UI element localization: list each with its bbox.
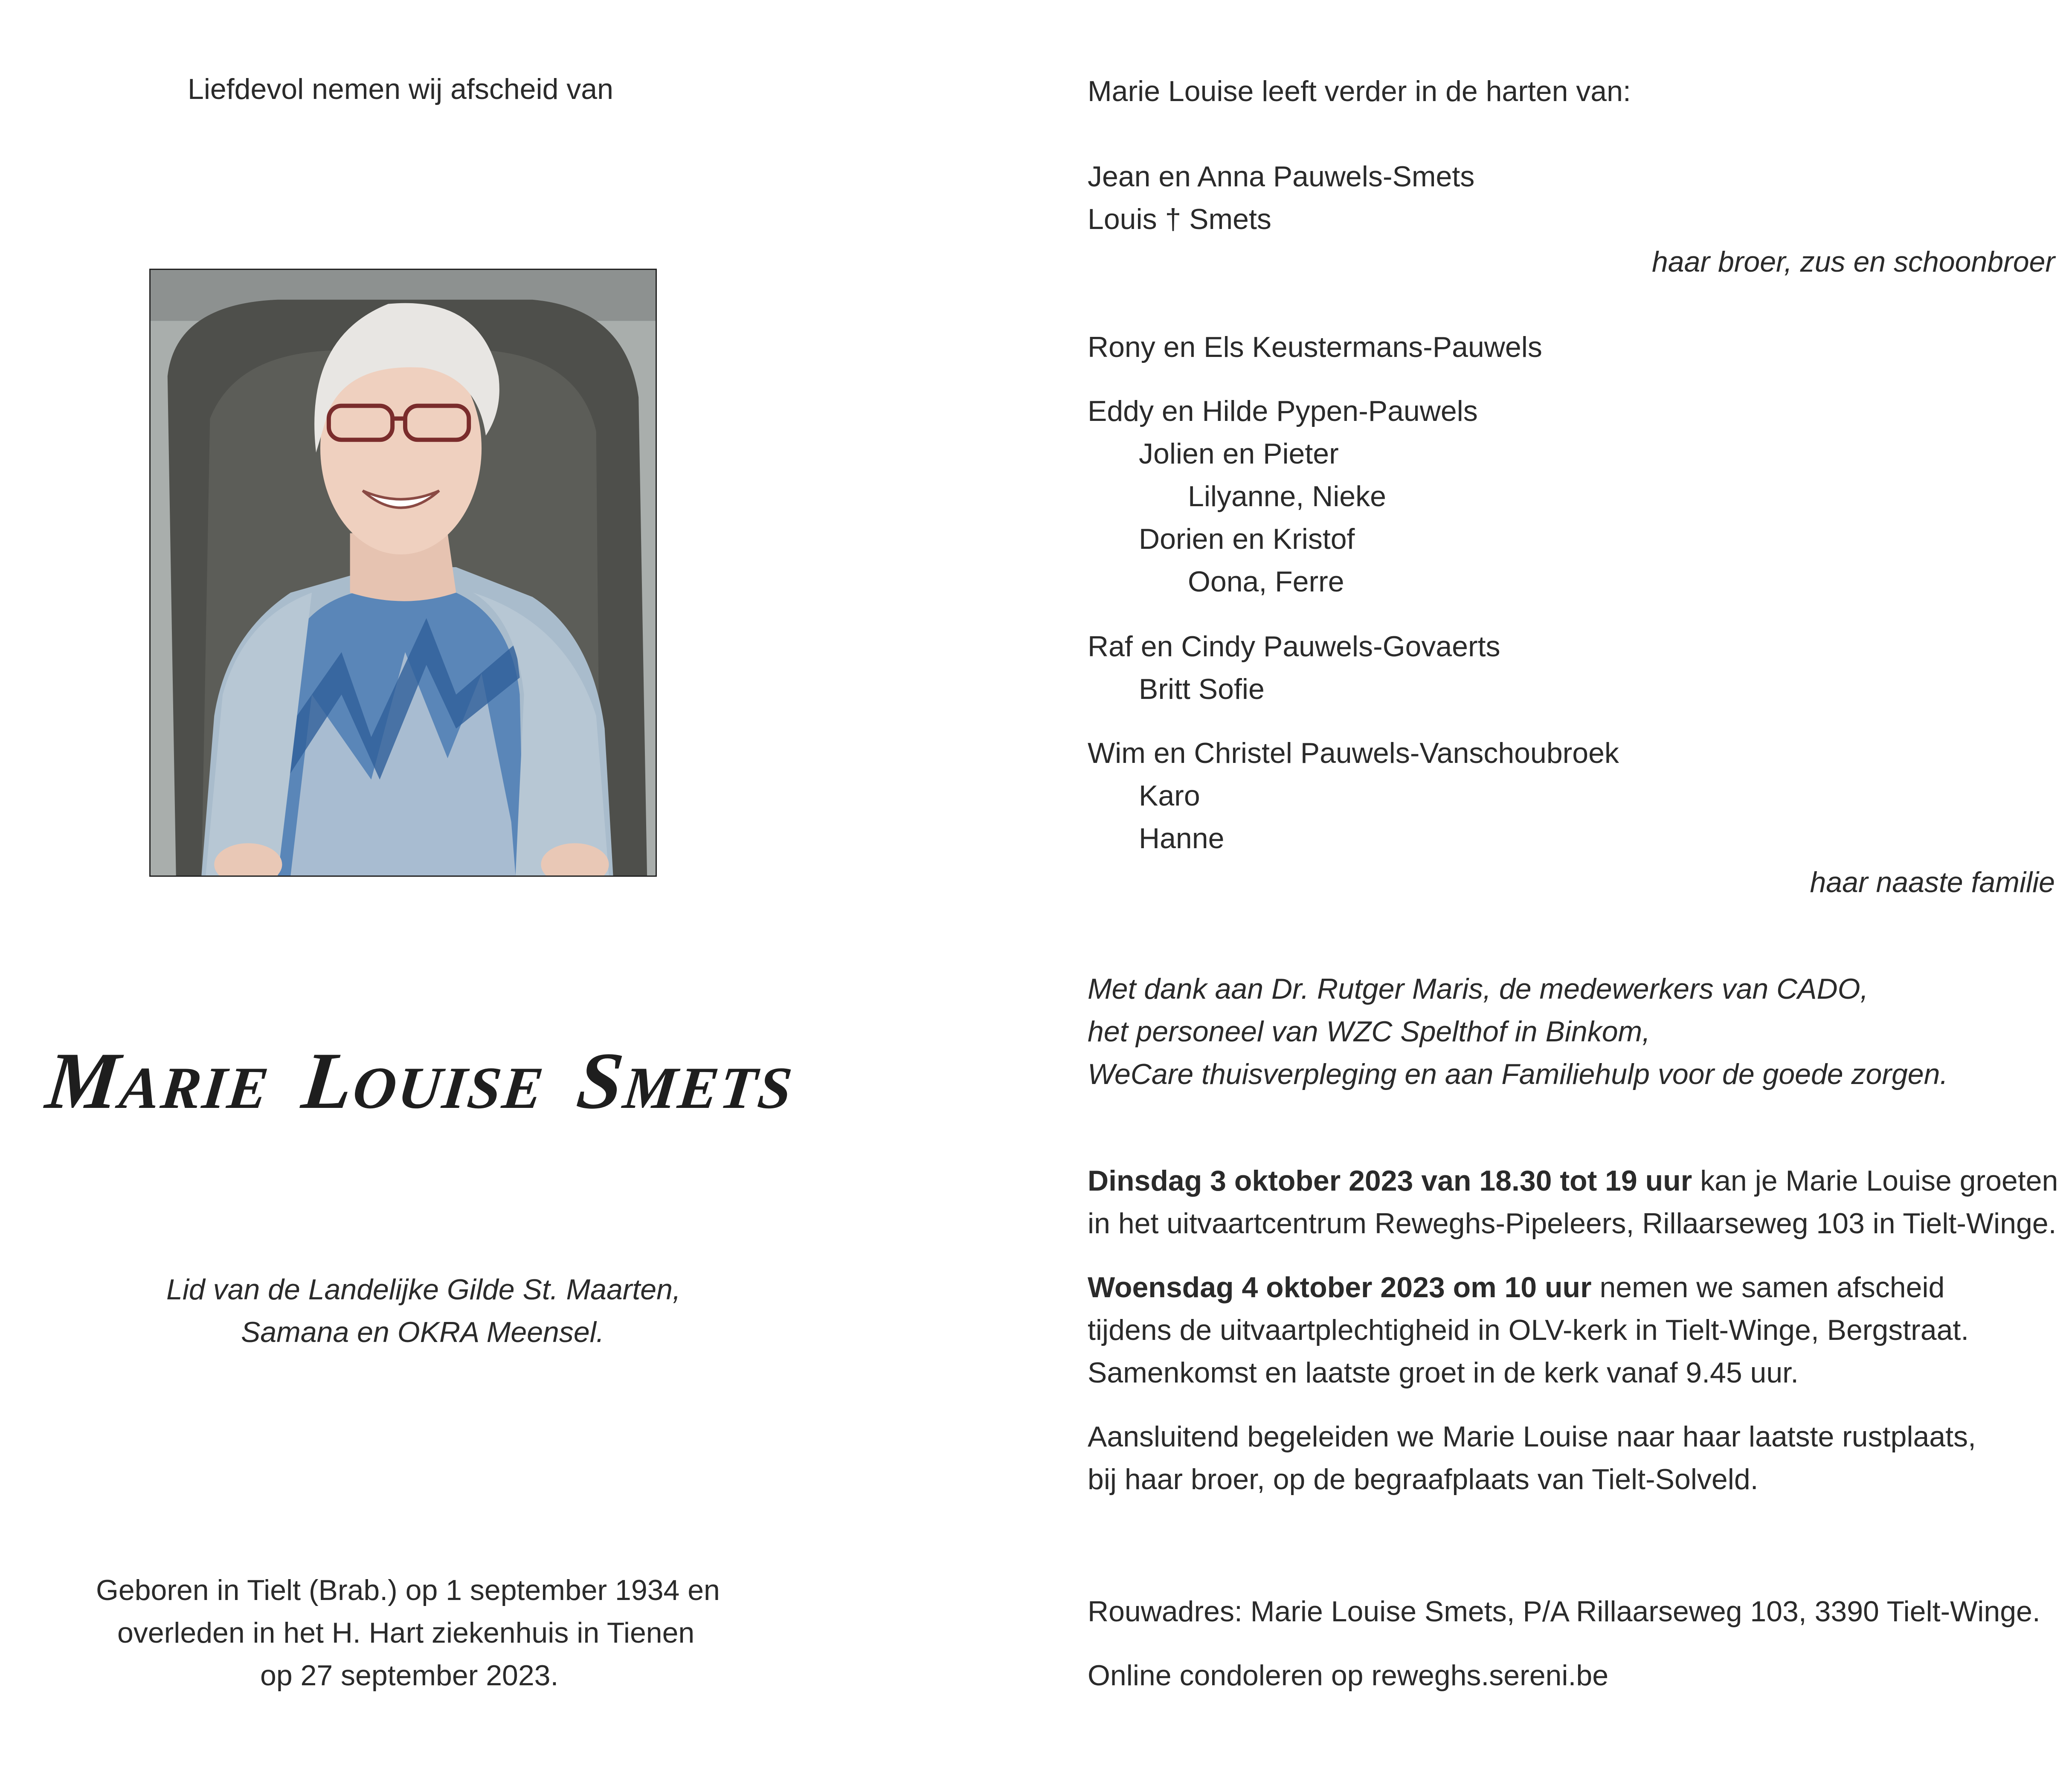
birth-death-line-3: op 27 september 2023. xyxy=(260,1659,559,1692)
birth-death-line-2: overleden in het H. Hart ziekenhuis in Tienen xyxy=(117,1617,695,1649)
siblings-caption: haar broer, zus en schoonbroer xyxy=(1651,246,2055,278)
deceased-name: MARIE LOUISE SMETS xyxy=(42,1036,797,1126)
membership-line-2: Samana en OKRA Meensel. xyxy=(241,1316,604,1348)
thanks-line-3: WeCare thuisverpleging en aan Familiehulp voor de goede zorgen. xyxy=(1088,1058,1948,1090)
visitation-date: Dinsdag 3 oktober 2023 van 18.30 tot 19 uur xyxy=(1088,1165,1692,1197)
birth-death-line-1: Geboren in Tielt (Brab.) op 1 september 1934 en xyxy=(96,1574,720,1606)
family-hanne: Hanne xyxy=(1139,822,1225,855)
sibling-line-2: Louis † Smets xyxy=(1088,203,1271,235)
intro-text: Liefdevol nemen wij afscheid van xyxy=(188,73,613,105)
family-jolien: Jolien en Pieter xyxy=(1139,438,1339,470)
family-rony: Rony en Els Keustermans-Pauwels xyxy=(1088,331,1542,363)
family-eddy: Eddy en Hilde Pypen-Pauwels xyxy=(1088,395,1478,427)
family-lilyanne: Lilyanne, Nieke xyxy=(1188,480,1386,513)
family-heading: Marie Louise leeft verder in de harten van: xyxy=(1088,75,1631,107)
visitation-line-1 xyxy=(1088,1166,2058,1195)
family-britt: Britt Sofie xyxy=(1139,673,1265,705)
family-raf: Raf en Cindy Pauwels-Govaerts xyxy=(1088,630,1500,663)
mourning-address: Rouwadres: Marie Louise Smets, P/A Rillaarseweg 103, 3390 Tielt-Winge. xyxy=(1088,1595,2040,1628)
family-wim: Wim en Christel Pauwels-Vanschoubroek xyxy=(1088,737,1619,769)
thanks-line-2: het personeel van WZC Spelthof in Binkom, xyxy=(1088,1015,1651,1048)
visitation-rest: kan je Marie Louise groeten xyxy=(1692,1165,2058,1197)
family-oona: Oona, Ferre xyxy=(1188,565,1344,598)
burial-line-2: bij haar broer, op de begraafplaats van Tielt-Solveld. xyxy=(1088,1463,1759,1496)
membership-line-1: Lid van de Landelijke Gilde St. Maarten, xyxy=(166,1273,681,1306)
online-condolences: Online condoleren op reweghs.sereni.be xyxy=(1088,1659,1609,1692)
family-caption: haar naaste familie xyxy=(1810,866,2055,899)
funeral-date: Woensdag 4 oktober 2023 om 10 uur xyxy=(1088,1271,1592,1304)
funeral-line-1 xyxy=(1088,1273,1944,1302)
family-dorien: Dorien en Kristof xyxy=(1139,523,1355,555)
funeral-rest: nemen we samen afscheid xyxy=(1591,1271,1945,1304)
family-karo: Karo xyxy=(1139,780,1200,812)
sibling-line-1: Jean en Anna Pauwels-Smets xyxy=(1088,160,1475,193)
funeral-line-2: tijdens de uitvaartplechtigheid in OLV-kerk in Tielt-Winge, Bergstraat. xyxy=(1088,1314,1969,1346)
funeral-line-3: Samenkomst en laatste groet in de kerk vanaf 9.45 uur. xyxy=(1088,1357,1799,1389)
visitation-line-2: in het uitvaartcentrum Reweghs-Pipeleers, Rillaarseweg 103 in Tielt-Winge. xyxy=(1088,1207,2057,1240)
burial-line-1: Aansluitend begeleiden we Marie Louise naar haar laatste rustplaats, xyxy=(1088,1420,1976,1453)
portrait-photo xyxy=(149,269,657,877)
thanks-line-1: Met dank aan Dr. Rutger Maris, de medewerkers van CADO, xyxy=(1088,973,1869,1005)
